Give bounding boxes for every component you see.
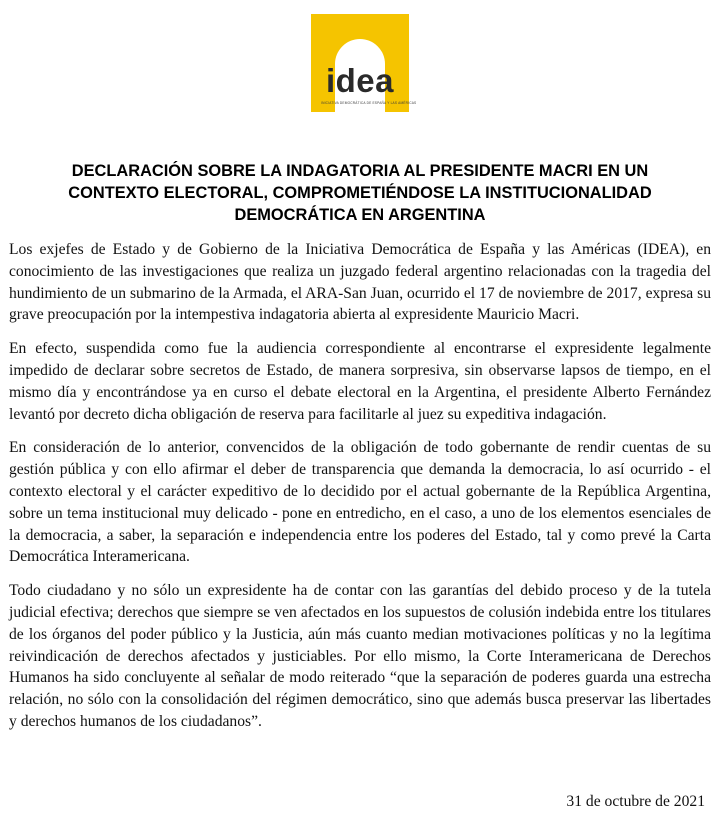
paragraph-1: Los exjefes de Estado y de Gobierno de la Iniciativa Democrática de España y las Américas (IDEA), en conocimiento de las investigaciones que realiza un juzgado federal argentino relacionadas con la tragedia del hundimiento de un submarino de la Armada, el ARA-San Juan, ocurrido el 17 de noviembre de 2017, expresa su grave preocupación por la intempestiva indagatoria abierta al expresidente Mauricio Macri. — [9, 241, 711, 324]
title-line-3: DEMOCRÁTICA EN ARGENTINA — [234, 206, 486, 224]
logo-wordmark: idea — [325, 62, 395, 99]
paragraph-4: Todo ciudadano y no sólo un expresidente ha de contar con las garantías del debido proceso y de la tutela judicial efectiva; derechos que siempre se ven afectados en los supuestos de colusión indebida entre los titulares de los órganos del poder público y la Justicia, aún más cuanto median motivaciones políticas y no la legítima reivindicación de derechos afectados y justiciables. Por ello mismo, la Corte Interamericana de Derechos Humanos ha sido concluyente al señalar de modo reiterado “que la separación de poderes guarda una estrecha relación, no sólo con la consolidación del régimen democrático, sino que además busca preservar las libertades y derechos humanos de los ciudadanos”. — [9, 582, 711, 730]
paragraph-3: En consideración de lo anterior, convencidos de la obligación de todo gobernante de rendir cuentas de su gestión pública y con ello afirmar el deber de transparencia que demanda la democracia, lo así ocurrido - el contexto electoral y el carácter expeditivo de lo decidido por el actual gobernante de la República Argentina, sobre un tema institucional muy delicado - pone en entredicho, en el caso, a uno de los elementos esenciales de la democracia, a saber, la separación e independencia entre los poderes del Estado, tal y como prevé la Carta Democrática Interamericana. — [9, 439, 711, 566]
document-title — [30, 160, 690, 226]
logo-tagline: INICIATIVA DEMOCRÁTICA DE ESPAÑA Y LAS AMÉRICAS — [321, 101, 417, 105]
document-date: 31 de octubre de 2021 — [566, 793, 705, 810]
title-line-2: CONTEXTO ELECTORAL, COMPROMETIÉNDOSE LA INSTITUCIONALIDAD — [68, 184, 652, 202]
paragraph-2: En efecto, suspendida como fue la audiencia correspondiente al encontrarse el expresidente legalmente impedido de declarar sobre secretos de Estado, de manera sorpresiva, sin observarse lapsos de tiempo, en el mismo día y encontrándose ya en curso el debate electoral en la Argentina, el presidente Alberto Fernández levantó por decreto dicha obligación de reserva para facilitarle al juez su expeditiva indagación. — [9, 340, 711, 423]
title-line-1: DECLARACIÓN SOBRE LA INDAGATORIA AL PRESIDENTE MACRI EN UN — [71, 162, 649, 180]
idea-logo — [311, 14, 417, 112]
document-body — [9, 239, 711, 745]
